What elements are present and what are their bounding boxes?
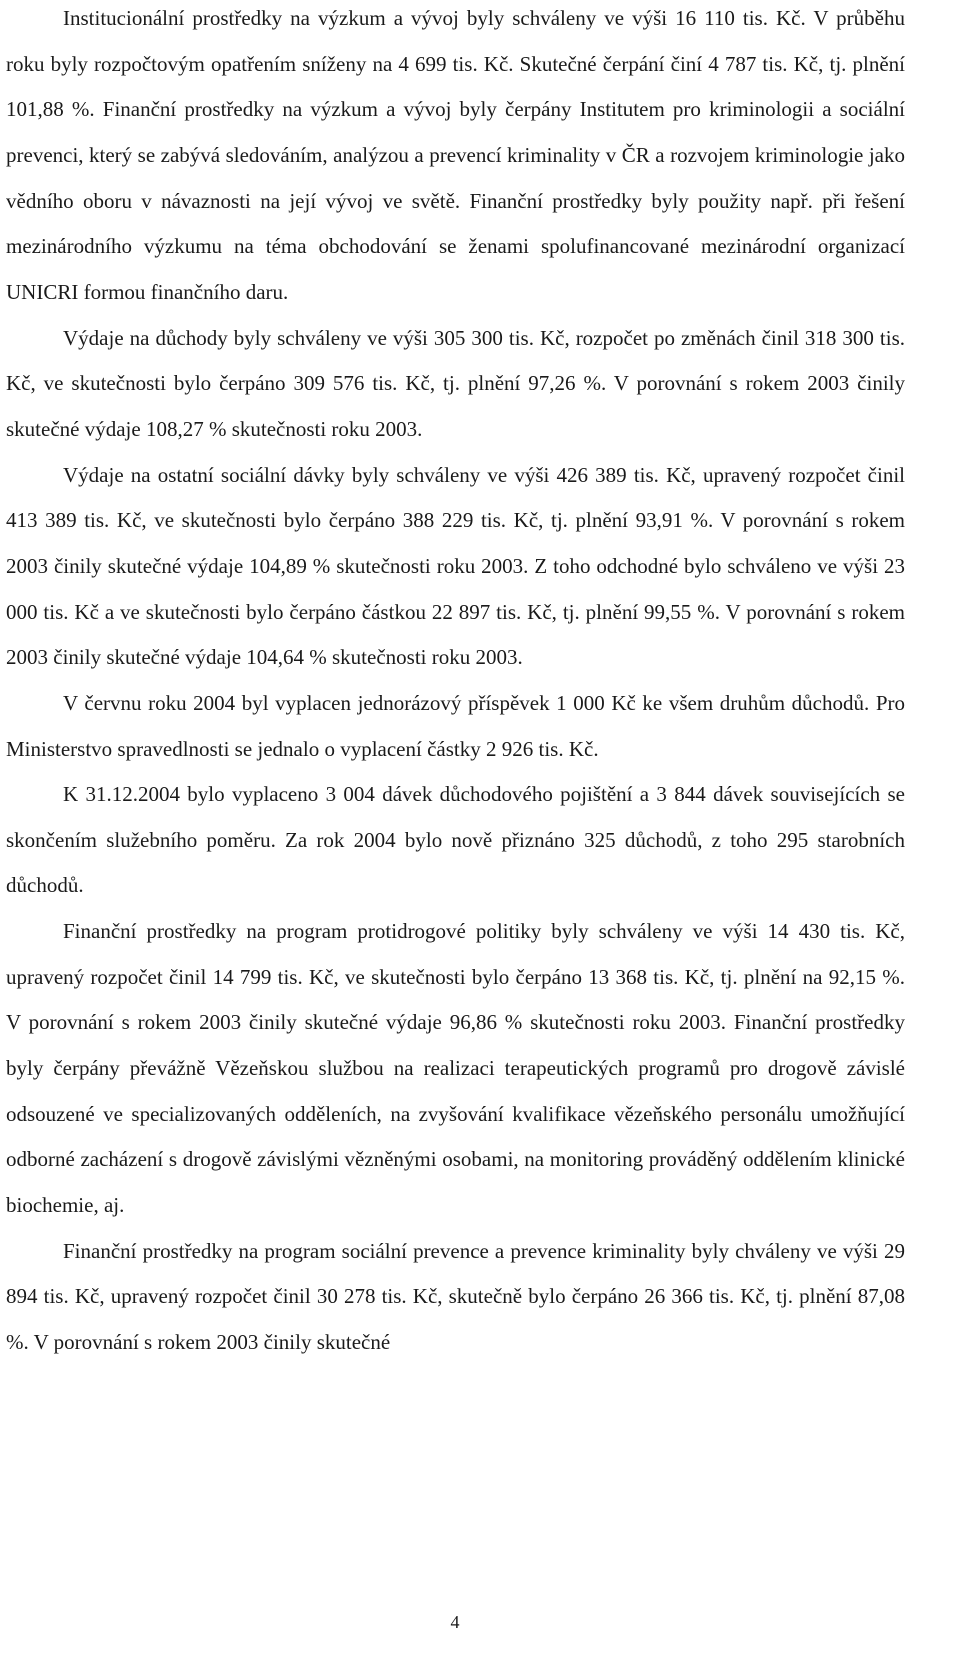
paragraph-anti-drug-program: Finanční prostředky na program protidrogové politiky byly schváleny ve výši 14 430 tis. Kč, upravený rozpočet činil 14 799 tis. Kč, ve skutečnosti bylo čerpáno 13 368 tis. Kč, tj. plnění na 92,15 %. V porovnání s rokem 2003 činily skutečné výdaje 96,86 % skutečnosti roku 2003. Finanční prostředky byly čerpány převážně Vězeňskou službou na realizaci terapeutických programů pro drogově závislé odsouzené ve specializovaných odděleních, na zvyšování kvalifikace vězeňského personálu umožňující odborné zacházení s drogově závislými vězněnými osobami, na monitoring prováděný oddělením klinické biochemie, aj. (6, 919, 905, 1218)
paragraph-pension-expenditure: Výdaje na důchody byly schváleny ve výši 305 300 tis. Kč, rozpočet po změnách činil 318 300 tis. Kč, ve skutečnosti bylo čerpáno 309 576 tis. Kč, tj. plnění 97,26 %. V porovnání s rokem 2003 činily skutečné výdaje 108,27 % skutečnosti roku 2003. (6, 325, 905, 441)
paragraph-research-funding: Institucionální prostředky na výzkum a vývoj byly schváleny ve výši 16 110 tis. Kč. V průběhu roku byly rozpočtovým opatřením sníženy na 4 699 tis. Kč. Skutečné čerpání činí 4 787 tis. Kč, tj. plnění 101,88 %. Finanční prostředky na výzkum a vývoj byly čerpány Institutem pro kriminologii a sociální prevenci, který se zabývá sledováním, analýzou a prevencí kriminality v ČR a rozvojem kriminologie jako vědního oboru v návaznosti na její vývoj ve světě. Finanční prostředky byly použity např. při řešení mezinárodního výzkumu na téma obchodování se ženami spolufinancované mezinárodní organizací UNICRI formou finančního daru. (6, 6, 905, 304)
paragraph-one-off-allowance: V červnu roku 2004 byl vyplacen jednorázový příspěvek 1 000 Kč ke všem druhům důchodů. Pro Ministerstvo spravedlnosti se jednalo o vyplacení částky 2 926 tis. Kč. (6, 690, 905, 761)
paragraph-crime-prevention: Finanční prostředky na program sociální prevence a prevence kriminality byly chváleny ve výši 29 894 tis. Kč, upravený rozpočet činil 30 278 tis. Kč, skutečně bylo čerpáno 26 366 tis. Kč, tj. plnění 87,08 %. V porovnání s rokem 2003 činily skutečné (6, 1238, 905, 1355)
paragraph-social-benefits: Výdaje na ostatní sociální dávky byly schváleny ve výši 426 389 tis. Kč, upravený rozpočet činil 413 389 tis. Kč, ve skutečnosti bylo čerpáno 388 229 tis. Kč, tj. plnění 93,91 %. V porovnání s rokem 2003 činily skutečné výdaje 104,89 % skutečnosti roku 2003. Z toho odchodné bylo schváleno ve výši 23 000 tis. Kč a ve skutečnosti bylo čerpáno částkou 22 897 tis. Kč, tj. plnění 99,55 %. V porovnání s rokem 2003 činily skutečné výdaje 104,64 % skutečnosti roku 2003. (6, 462, 905, 670)
body-text (6, 0, 905, 1366)
page-number: 4 (450, 1612, 460, 1632)
paragraph-benefits-paid: K 31.12.2004 bylo vyplaceno 3 004 dávek důchodového pojištění a 3 844 dávek souvisejících se skončením služebního poměru. Za rok 2004 bylo nově přiznáno 325 důchodů, z toho 295 starobních důchodů. (6, 782, 905, 898)
